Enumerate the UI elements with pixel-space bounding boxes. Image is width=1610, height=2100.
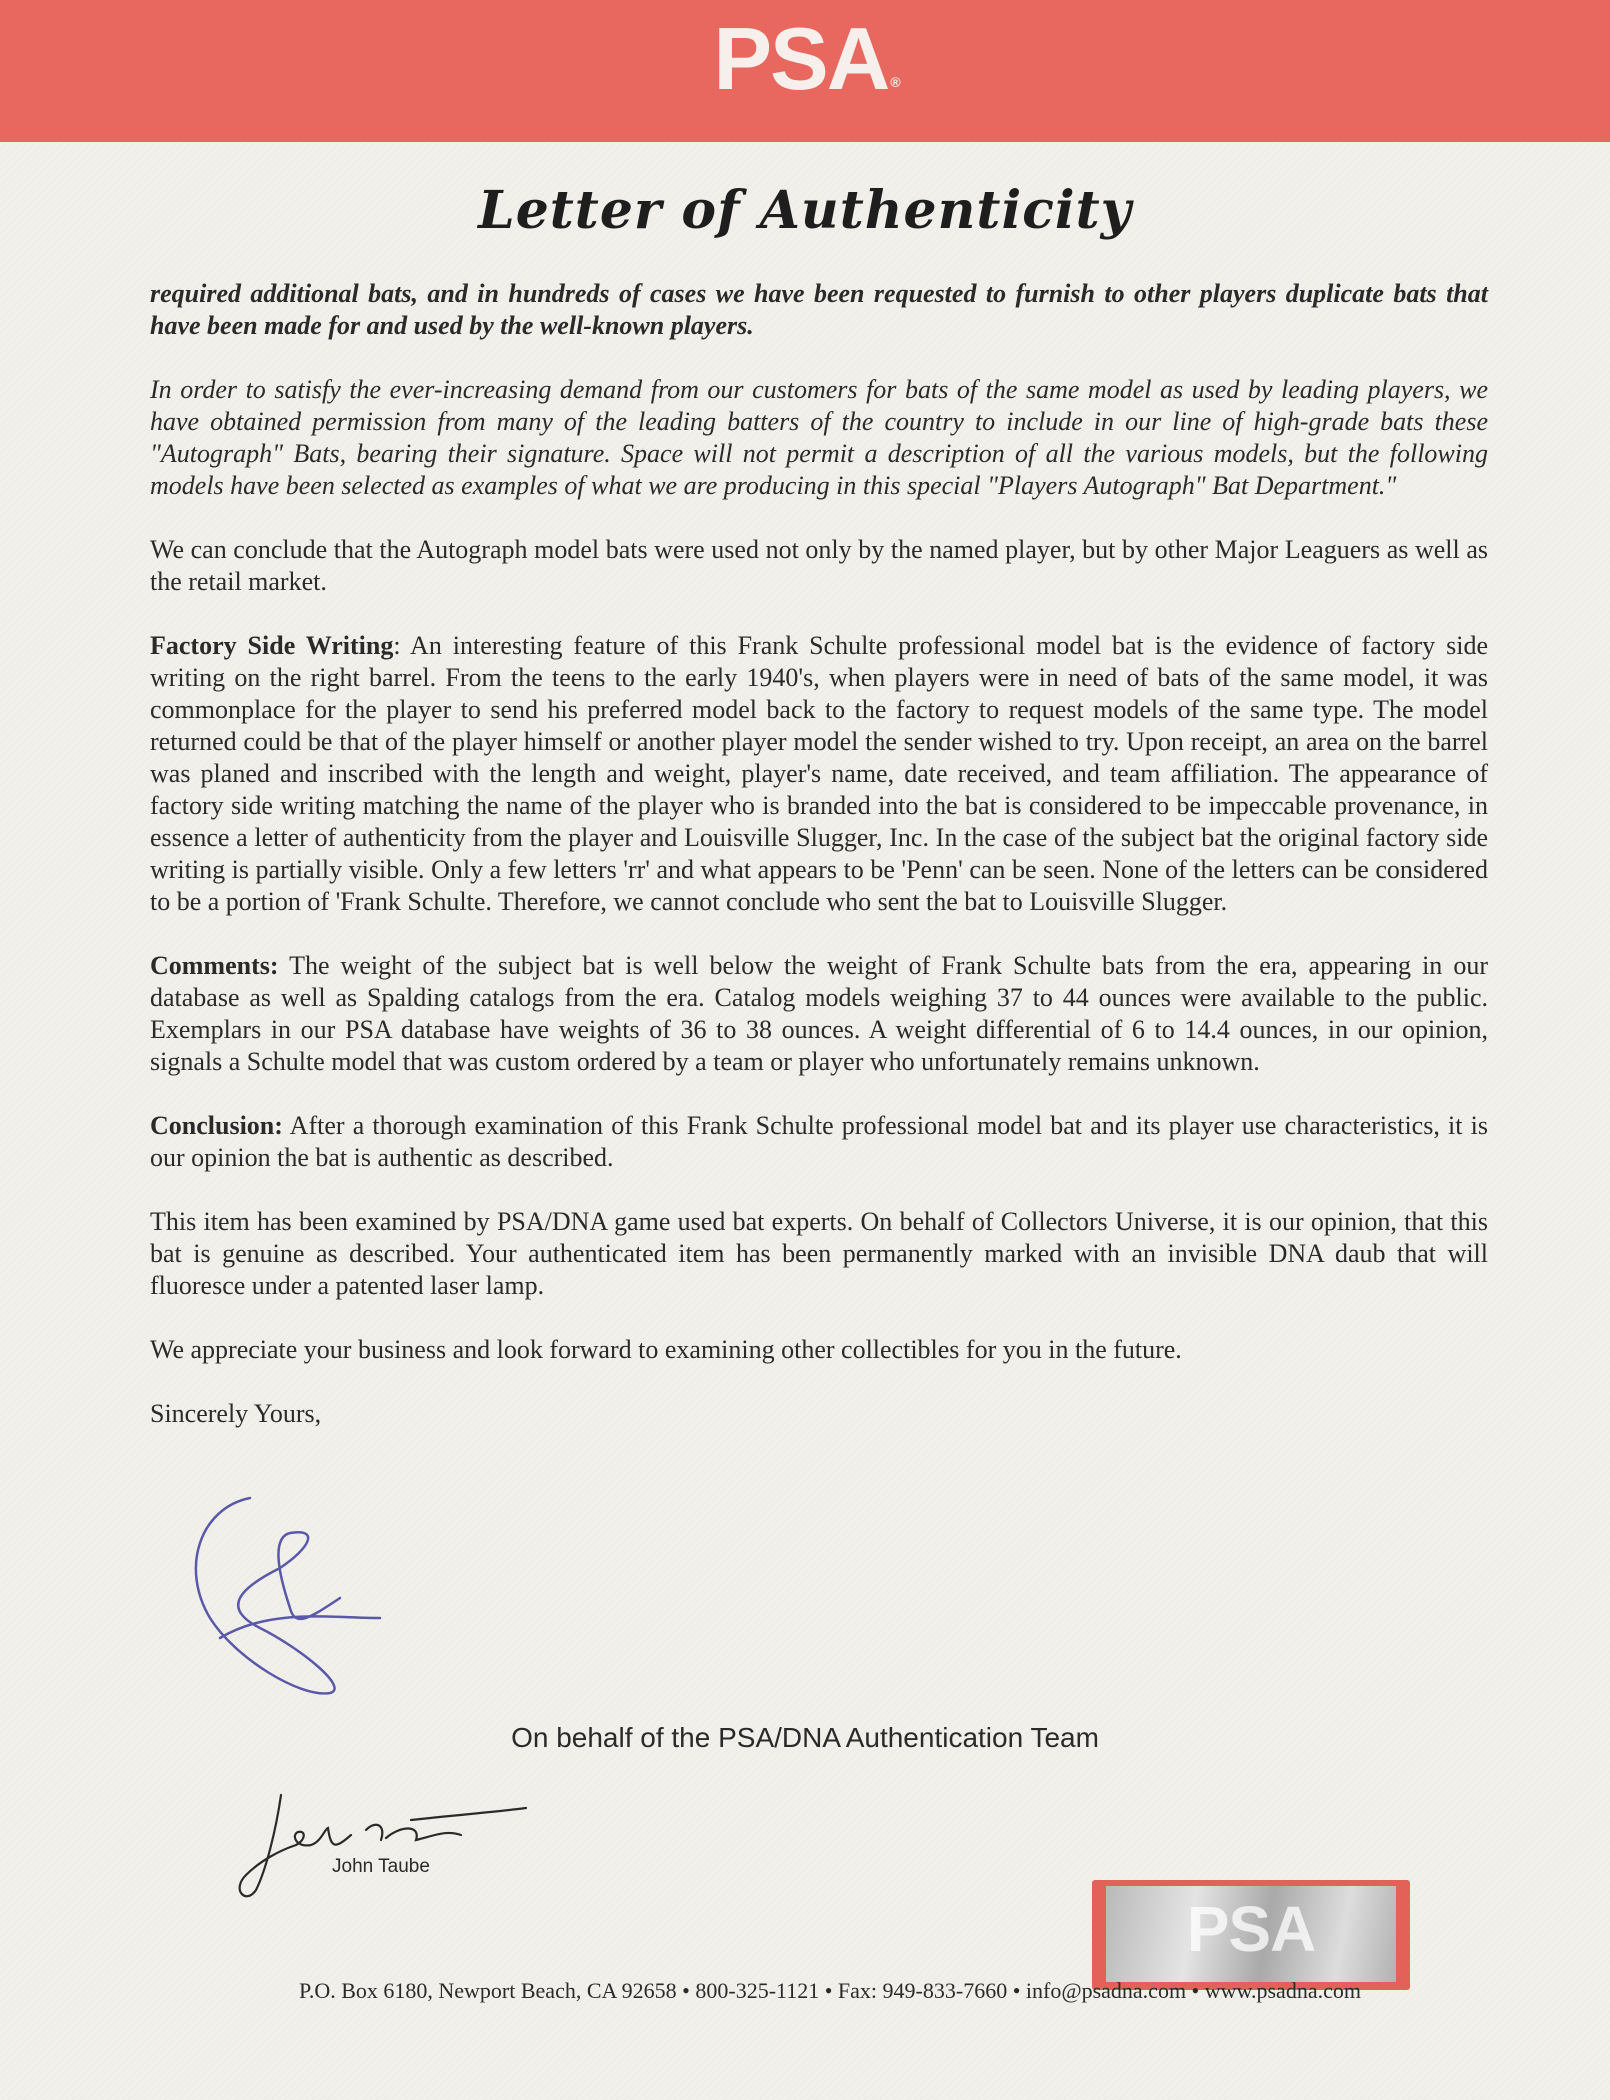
catalog-quote: In order to satisfy the ever-increasing demand from our customers for bats of the same model as used by leading players, we have obtained permission from many of the leading batters of the country to include in our line of high-grade bats these "Autograph" Bats, bearing their signature. Space will not permit a description of all the various models, but the following models have been selected as examples of what we are producing in this special "Players Autograph" Bat Department." bbox=[150, 375, 1488, 500]
lead-paragraph: required additional bats, and in hundreds of cases we have been requested to furnish to other players duplicate bats that have been made for and used by the well-known players. bbox=[150, 279, 1488, 340]
comments-section bbox=[150, 950, 1488, 1078]
factory-side-writing-section bbox=[150, 630, 1488, 918]
examined-paragraph: This item has been examined by PSA/DNA game used bat experts. On behalf of Collectors Universe, it is our opinion, that this bat is genuine as described. Your authenticated item has been permanently marked with an invisible DNA daub that will fluoresce under a patented laser lamp. bbox=[150, 1207, 1488, 1300]
letter-body bbox=[150, 278, 1488, 1462]
psa-logo-text: PSA bbox=[713, 9, 889, 108]
john-taube-signature bbox=[236, 1790, 536, 1910]
factory-side-writing-label: Factory Side Writing bbox=[150, 631, 394, 660]
autograph-conclusion: We can conclude that the Autograph model bats were used not only by the named player, but by other Major Leaguers as well as the retail market. bbox=[150, 535, 1488, 596]
appreciate-paragraph: We appreciate your business and look forward to examining other collectibles for you in the future. bbox=[150, 1335, 1182, 1364]
hologram-sticker bbox=[1092, 1880, 1410, 1990]
hologram-foil bbox=[1106, 1886, 1396, 1982]
conclusion-label: Conclusion: bbox=[150, 1111, 283, 1140]
on-behalf-line: On behalf of the PSA/DNA Authentication Team bbox=[511, 1722, 1099, 1753]
footer-contact: P.O. Box 6180, Newport Beach, CA 92658 • 800-325-1121 • Fax: 949-833-7660 • info@psadna.com • www.psadna.com bbox=[299, 1978, 1361, 2003]
psa-logo bbox=[0, 8, 1610, 110]
signer-name: John Taube bbox=[332, 1856, 430, 1877]
comments-label: Comments: bbox=[150, 951, 279, 980]
conclusion-section bbox=[150, 1110, 1488, 1174]
header-band bbox=[0, 0, 1610, 142]
registered-mark: ® bbox=[890, 74, 899, 90]
hologram-psa-text: PSA bbox=[1186, 1893, 1316, 1965]
handwritten-signature bbox=[180, 1488, 400, 1708]
page-title: Letter of Authenticity bbox=[478, 180, 1132, 241]
closing-salutation: Sincerely Yours, bbox=[150, 1399, 322, 1428]
comments-text: The weight of the subject bat is well below the weight of Frank Schulte bats from the era, appearing in our database as well as Spalding catalogs from the era. Catalog models weighing 37 to 44 ounces were available to the public. Exemplars in our PSA database have weights of 36 to 38 ounces. A weight differential of 6 to 14.4 ounces, in our opinion, signals a Schulte model that was custom ordered by a team or player who unfortunately remains unknown. bbox=[150, 951, 1488, 1076]
conclusion-text: After a thorough examination of this Frank Schulte professional model bat and its player use characteristics, it is our opinion the bat is authentic as described. bbox=[150, 1111, 1488, 1172]
factory-side-writing-text: : An interesting feature of this Frank Schulte professional model bat is the evidence of factory side writing on the right barrel. From the teens to the early 1940's, when players were in need of bats of the same model, it was commonplace for the player to send his preferred model back to the factory to request models of the same type. The model returned could be that of the player himself or another player model the sender wished to try. Upon receipt, an area on the barrel was planed and inscribed with the length and weight, player's name, date received, and team affiliation. The appearance of factory side writing matching the name of the player who is branded into the bat is considered to be impeccable provenance, in essence a letter of authenticity from the player and Louisville Slugger, Inc. In the case of the subject bat the original factory side writing is partially visible. Only a few letters 'rr' and what appears to be 'Penn' can be seen. None of the letters can be considered to be a portion of 'Frank Schulte. Therefore, we cannot conclude who sent the bat to Louisville Slugger. bbox=[150, 631, 1488, 916]
